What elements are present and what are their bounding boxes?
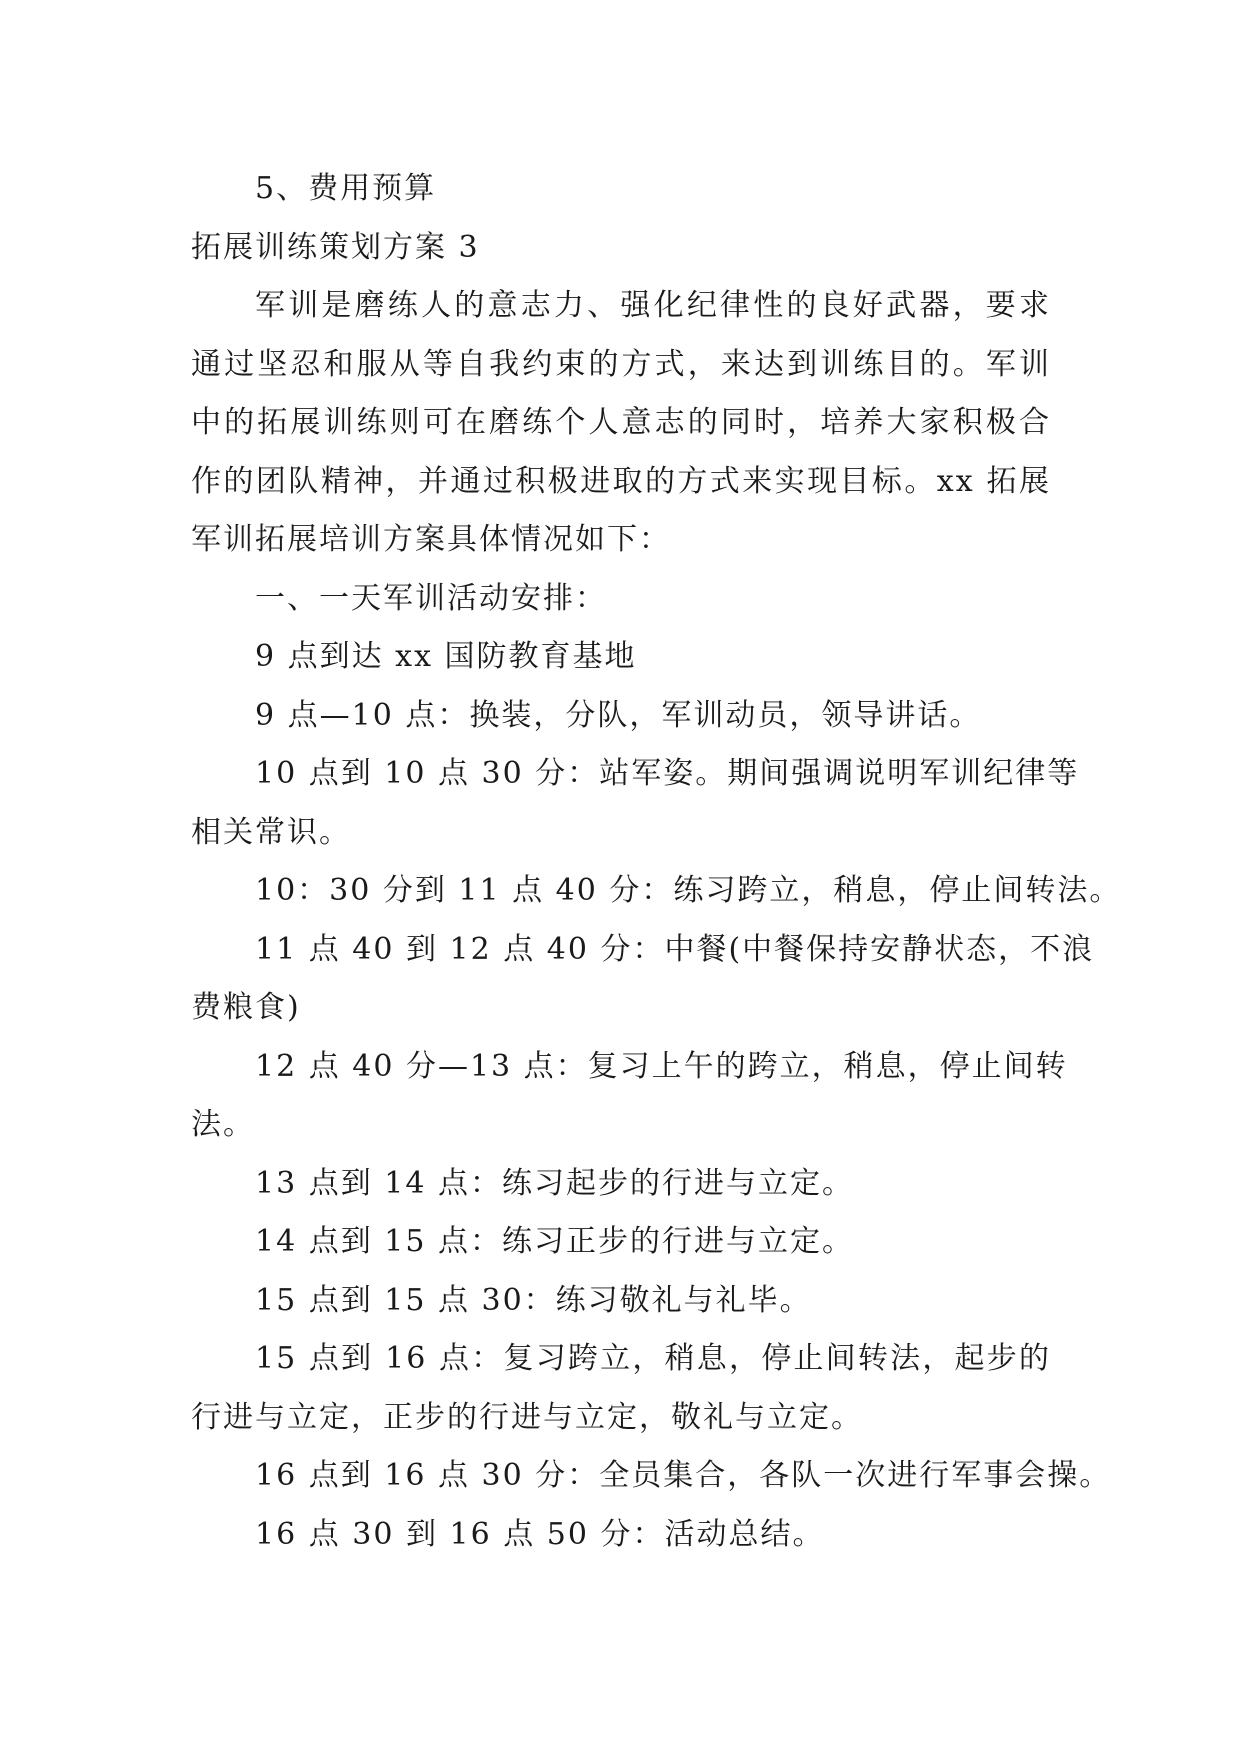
text-line: 费粮食) [191,990,301,1025]
text-line: 法。 [191,1107,255,1142]
text-line: 9 点到达 xx 国防教育基地 [255,639,637,674]
text-line: 一、一天军训活动安排： [255,580,607,616]
document-body [191,160,1122,1564]
text-line: 13 点到 14 点：练习起步的行进与立定。 [255,1165,854,1201]
text-line: 12 点 40 分—13 点：复习上午的跨立，稍息，停止间转 [255,1048,1068,1084]
text-line: 11 点 40 到 12 点 40 分：中餐(中餐保持安静状态，不浪 [255,931,1095,967]
text-line: 15 点到 16 点：复习跨立，稍息，停止间转法，起步的 [255,1341,1051,1376]
text-line: 5、费用预算 [255,171,437,206]
text-line: 16 点到 16 点 30 分：全员集合，各队一次进行军事会操。 [255,1458,1112,1493]
text-line: 作的团队精神，并通过积极进取的方式来实现目标。xx 拓展 [191,463,1051,499]
text-line: 14 点到 15 点：练习正步的行进与立定。 [255,1224,854,1259]
text-line: 相关常识。 [191,814,351,850]
text-line: 15 点到 15 点 30：练习敬礼与礼毕。 [255,1282,812,1318]
text-line: 中的拓展训练则可在磨练个人意志的同时，培养大家积极合 [191,405,1051,440]
text-line: 拓展训练策划方案 3 [191,229,480,265]
text-line: 10 点到 10 点 30 分：站军姿。期间强调说明军训纪律等 [255,756,1080,791]
text-line: 10：30 分到 11 点 40 分：练习跨立，稍息，停止间转法。 [255,873,1122,908]
text-line: 军训是磨练人的意志力、强化纪律性的良好武器，要求 [255,288,1051,323]
text-line: 军训拓展培训方案具体情况如下： [191,522,671,557]
text-line: 16 点 30 到 16 点 50 分：活动总结。 [255,1516,825,1552]
text-line: 9 点—10 点：换装，分队，军训动员，领导讲话。 [255,697,982,733]
text-line: 通过坚忍和服从等自我约束的方式，来达到训练目的。军训 [191,346,1051,382]
text-line: 行进与立定，正步的行进与立定，敬礼与立定。 [191,1399,863,1435]
